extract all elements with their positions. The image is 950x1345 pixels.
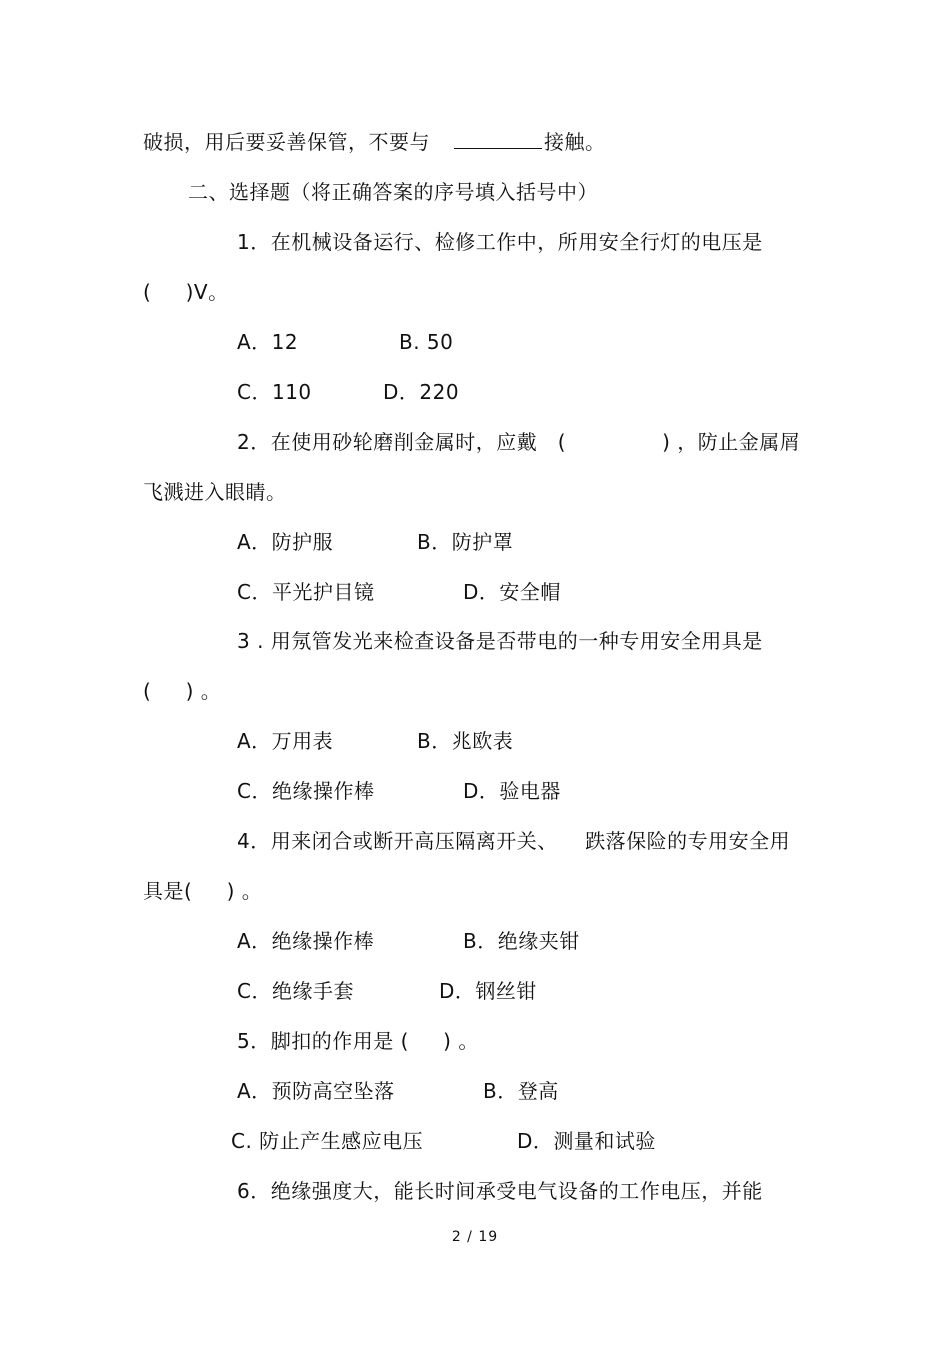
question-4-option-a: A．绝缘操作棒 <box>237 929 375 953</box>
section-title: 二、选择题（将正确答案的序号填入括号中） <box>188 180 598 204</box>
continuation-line <box>143 129 606 155</box>
continuation-text: 破损，用后要妥善保管，不要与 <box>143 130 430 154</box>
question-2-option-d: D．安全帽 <box>463 580 561 604</box>
question-2-text-cont: 飞溅进入眼睛。 <box>143 480 287 504</box>
question-1-text-cont: ( )V。 <box>143 280 229 304</box>
question-4-option-d: D．钢丝钳 <box>439 979 537 1003</box>
question-1-option-a: A．12 <box>237 330 299 354</box>
question-5-option-b: B．登高 <box>483 1079 559 1103</box>
question-2-text: 2．在使用砂轮磨削金属时，应戴 ( ) ，防止金属屑 <box>237 430 801 454</box>
question-4-text-cont: 具是( ) 。 <box>143 879 263 903</box>
question-5-option-d: D．测量和试验 <box>517 1129 656 1153</box>
question-3-option-b: B．兆欧表 <box>417 729 514 753</box>
question-6-text: 6．绝缘强度大，能长时间承受电气设备的工作电压，并能 <box>237 1179 763 1203</box>
question-3-option-d: D．验电器 <box>463 779 561 803</box>
question-3-option-c: C．绝缘操作棒 <box>237 779 375 803</box>
question-2-option-c: C．平光护目镜 <box>237 580 375 604</box>
question-1-option-c: C．110 <box>237 380 312 404</box>
question-5-text: 5．脚扣的作用是 ( ) 。 <box>237 1029 479 1053</box>
question-5-option-a: A．预防高空坠落 <box>237 1079 395 1103</box>
question-1-text: 1．在机械设备运行、检修工作中，所用安全行灯的电压是 <box>237 230 763 254</box>
question-4-option-c: C．绝缘手套 <box>237 979 354 1003</box>
fill-in-blank <box>454 130 542 149</box>
question-1-option-b: B. 50 <box>399 330 454 354</box>
question-2-option-b: B．防护罩 <box>417 530 514 554</box>
question-2-option-a: A．防护服 <box>237 530 334 554</box>
question-4-text: 4．用来闭合或断开高压隔离开关、 跌落保险的专用安全用 <box>237 829 791 853</box>
page-number: 2 / 19 <box>451 1229 499 1245</box>
continuation-text-end: 接触。 <box>544 130 606 154</box>
question-4-option-b: B．绝缘夹钳 <box>463 929 580 953</box>
question-3-option-a: A．万用表 <box>237 729 334 753</box>
question-5-option-c: C. 防止产生感应电压 <box>231 1129 424 1153</box>
question-1-option-d: D．220 <box>383 380 460 404</box>
question-3-text-cont: ( ) 。 <box>143 679 222 703</box>
question-3-text: 3 . 用氖管发光来检查设备是否带电的一种专用安全用具是 <box>237 629 763 653</box>
